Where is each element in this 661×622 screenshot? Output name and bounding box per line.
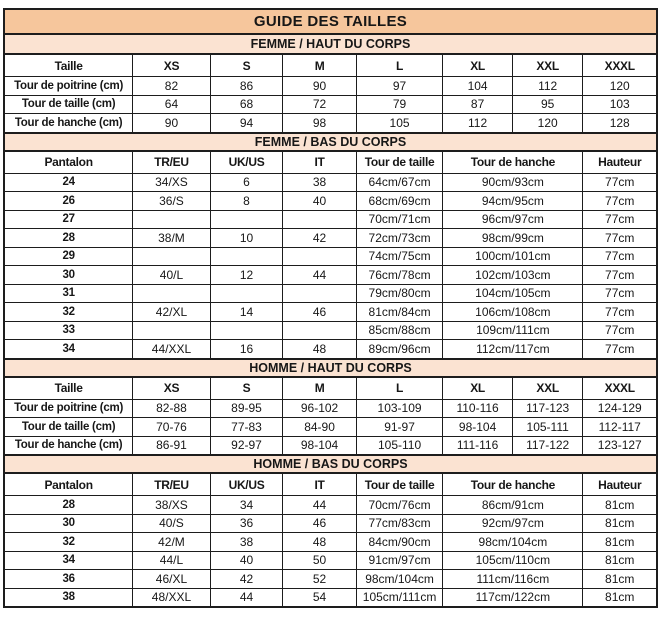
cell: 76cm/78cm	[357, 266, 443, 284]
cell: 42/XL	[133, 303, 211, 321]
table-row	[5, 570, 656, 589]
cell	[133, 322, 211, 340]
cell	[133, 285, 211, 303]
cell: 6	[211, 174, 284, 192]
cell: 48	[283, 533, 357, 551]
column-header-s: S	[211, 378, 284, 399]
cell: 104cm/105cm	[443, 285, 583, 303]
table-body	[5, 77, 656, 132]
column-header-tour-de-hanche: Tour de hanche	[443, 474, 583, 495]
column-header-tour-de-taille: Tour de taille	[357, 474, 443, 495]
section-heading-femme-bas-du-corps: FEMME / BAS DU CORPS	[5, 132, 656, 152]
cell: 34	[211, 496, 284, 514]
cell: 91-97	[357, 418, 443, 436]
cell: 64	[133, 96, 211, 114]
column-header-s: S	[211, 55, 284, 76]
row-label: Tour de poitrine (cm)	[5, 77, 133, 95]
cell: 12	[211, 266, 284, 284]
cell	[133, 248, 211, 266]
cell: 42	[211, 570, 284, 588]
cell: 98-104	[443, 418, 513, 436]
cell: 92-97	[211, 437, 284, 455]
cell: 105	[357, 114, 443, 132]
cell: 50	[283, 552, 357, 570]
row-label: 28	[5, 229, 133, 247]
column-header-xl: XL	[443, 378, 513, 399]
cell: 81cm	[605, 516, 635, 531]
cell	[283, 211, 357, 229]
cell: 120	[513, 114, 584, 132]
cell: 89-95	[211, 400, 284, 418]
table-body	[5, 174, 656, 358]
cell: 38	[211, 533, 284, 551]
cell: 81cm	[605, 571, 635, 586]
row-label: Tour de poitrine (cm)	[5, 400, 133, 418]
cell: 105cm/110cm	[443, 552, 583, 570]
cell: 91cm/97cm	[357, 552, 443, 570]
table-row	[5, 303, 656, 322]
column-header-pantalon: Pantalon	[5, 474, 133, 495]
column-header-xs: XS	[133, 378, 211, 399]
cell: 54	[283, 589, 357, 607]
table-row	[5, 340, 656, 358]
cell: 8	[211, 192, 284, 210]
row-label: 24	[5, 174, 133, 192]
cell: 87	[443, 96, 513, 114]
cell: 46/XL	[133, 570, 211, 588]
row-label: 34	[5, 340, 133, 358]
column-header-tr-eu: TR/EU	[133, 152, 211, 173]
row-label: 32	[5, 303, 133, 321]
cell: 90	[283, 77, 357, 95]
cell: 44	[283, 496, 357, 514]
cell: 103	[609, 97, 630, 112]
cell: 77cm/83cm	[357, 515, 443, 533]
cell: 40/S	[133, 515, 211, 533]
row-label: 30	[5, 266, 133, 284]
column-header-xxl: XXL	[513, 378, 584, 399]
column-header-xxxl: XXXL	[604, 58, 635, 73]
cell: 77cm	[605, 323, 635, 338]
column-header-l: L	[357, 378, 443, 399]
cell: 70cm/76cm	[357, 496, 443, 514]
cell: 117cm/122cm	[443, 589, 583, 607]
cell: 98-104	[283, 437, 357, 455]
column-header-m: M	[283, 378, 357, 399]
table-row	[5, 418, 656, 437]
cell: 14	[211, 303, 284, 321]
table-row	[5, 229, 656, 248]
cell: 44/XXL	[133, 340, 211, 358]
cell: 112	[513, 77, 584, 95]
cell: 105cm/111cm	[357, 589, 443, 607]
cell: 77cm	[605, 341, 635, 356]
cell: 102cm/103cm	[443, 266, 583, 284]
column-header-tr-eu: TR/EU	[133, 474, 211, 495]
cell: 48/XXL	[133, 589, 211, 607]
cell: 77cm	[605, 304, 635, 319]
row-label: 30	[5, 515, 133, 533]
table-body	[5, 400, 656, 455]
cell	[283, 285, 357, 303]
column-header-taille: Taille	[5, 55, 133, 76]
section-heading-homme-haut-du-corps: HOMME / HAUT DU CORPS	[5, 358, 656, 378]
cell: 84-90	[283, 418, 357, 436]
table-row	[5, 515, 656, 534]
cell: 77-83	[211, 418, 284, 436]
page-title: GUIDE DES TAILLES	[5, 10, 656, 35]
column-header-pantalon: Pantalon	[5, 152, 133, 173]
cell: 68	[211, 96, 284, 114]
cell: 77cm	[605, 286, 635, 301]
row-label: Tour de hanche (cm)	[5, 437, 133, 455]
cell: 72cm/73cm	[357, 229, 443, 247]
cell: 96cm/97cm	[443, 211, 583, 229]
column-header-xxxl: XXXL	[604, 381, 635, 395]
cell	[283, 248, 357, 266]
row-label: 31	[5, 285, 133, 303]
row-label: 32	[5, 533, 133, 551]
cell: 112	[443, 114, 513, 132]
cell: 38	[283, 174, 357, 192]
cell: 96-102	[283, 400, 357, 418]
row-label: 38	[5, 589, 133, 607]
cell: 86	[211, 77, 284, 95]
row-label: 33	[5, 322, 133, 340]
cell: 100cm/101cm	[443, 248, 583, 266]
row-label: 26	[5, 192, 133, 210]
cell: 81cm	[605, 497, 635, 512]
cell: 90	[133, 114, 211, 132]
cell: 111-116	[443, 437, 513, 455]
table-row	[5, 266, 656, 285]
cell: 98cm/99cm	[443, 229, 583, 247]
cell: 124-129	[597, 401, 642, 416]
cell: 86cm/91cm	[443, 496, 583, 514]
cell: 82	[133, 77, 211, 95]
row-label: Tour de taille (cm)	[5, 418, 133, 436]
row-label: 36	[5, 570, 133, 588]
cell: 81cm	[605, 534, 635, 549]
cell: 77cm	[605, 267, 635, 282]
cell	[211, 248, 284, 266]
cell: 72	[283, 96, 357, 114]
cell: 38/M	[133, 229, 211, 247]
cell: 36	[211, 515, 284, 533]
cell: 81cm	[605, 553, 635, 568]
column-header-uk-us: UK/US	[211, 474, 284, 495]
table-row	[5, 552, 656, 571]
cell: 79cm/80cm	[357, 285, 443, 303]
table-row	[5, 322, 656, 341]
cell: 40	[211, 552, 284, 570]
column-header-tour-de-taille: Tour de taille	[357, 152, 443, 173]
cell	[211, 322, 284, 340]
section-heading-homme-bas-du-corps: HOMME / BAS DU CORPS	[5, 454, 656, 474]
table-row	[5, 211, 656, 230]
table-header-row	[5, 378, 656, 400]
cell: 52	[283, 570, 357, 588]
cell: 98	[283, 114, 357, 132]
table-row	[5, 248, 656, 267]
cell	[283, 322, 357, 340]
cell: 109cm/111cm	[443, 322, 583, 340]
cell: 89cm/96cm	[357, 340, 443, 358]
table-row	[5, 114, 656, 132]
column-header-xl: XL	[443, 55, 513, 76]
cell: 64cm/67cm	[357, 174, 443, 192]
cell: 46	[283, 303, 357, 321]
size-guide-table	[3, 8, 658, 608]
cell: 105-111	[513, 418, 584, 436]
cell: 70cm/71cm	[357, 211, 443, 229]
column-header-it: IT	[283, 152, 357, 173]
cell: 103-109	[357, 400, 443, 418]
cell: 77cm	[605, 212, 635, 227]
table-row	[5, 77, 656, 96]
table-row	[5, 437, 656, 455]
cell: 81cm	[605, 590, 635, 605]
cell	[211, 285, 284, 303]
cell: 68cm/69cm	[357, 192, 443, 210]
table-row	[5, 589, 656, 607]
row-label: Tour de taille (cm)	[5, 96, 133, 114]
cell: 48	[283, 340, 357, 358]
column-header-uk-us: UK/US	[211, 152, 284, 173]
cell: 82-88	[133, 400, 211, 418]
table-row	[5, 192, 656, 211]
cell: 44/L	[133, 552, 211, 570]
cell: 105-110	[357, 437, 443, 455]
column-header-hauteur: Hauteur	[598, 477, 642, 492]
cell: 36/S	[133, 192, 211, 210]
column-header-l: L	[357, 55, 443, 76]
table-row	[5, 285, 656, 304]
cell: 77cm	[605, 230, 635, 245]
cell	[211, 211, 284, 229]
cell	[133, 211, 211, 229]
cell: 112-117	[598, 419, 641, 434]
cell: 95	[513, 96, 584, 114]
table-header-row	[5, 55, 656, 77]
cell: 98cm/104cm	[357, 570, 443, 588]
cell: 77cm	[605, 249, 635, 264]
cell: 42/M	[133, 533, 211, 551]
row-label: 34	[5, 552, 133, 570]
cell: 128	[609, 115, 630, 130]
cell: 44	[283, 266, 357, 284]
cell: 40/L	[133, 266, 211, 284]
row-label: 29	[5, 248, 133, 266]
table-header-row	[5, 152, 656, 174]
cell: 34/XS	[133, 174, 211, 192]
cell: 86-91	[133, 437, 211, 455]
column-header-xs: XS	[133, 55, 211, 76]
cell: 92cm/97cm	[443, 515, 583, 533]
cell: 104	[443, 77, 513, 95]
cell: 112cm/117cm	[443, 340, 583, 358]
column-header-xxl: XXL	[513, 55, 584, 76]
cell: 40	[283, 192, 357, 210]
row-label: 28	[5, 496, 133, 514]
cell: 111cm/116cm	[443, 570, 583, 588]
cell: 117-123	[513, 400, 584, 418]
cell: 81cm/84cm	[357, 303, 443, 321]
cell: 77cm	[605, 175, 635, 190]
cell: 46	[283, 515, 357, 533]
row-label: Tour de hanche (cm)	[5, 114, 133, 132]
cell: 44	[211, 589, 284, 607]
cell: 38/XS	[133, 496, 211, 514]
column-header-m: M	[283, 55, 357, 76]
cell: 90cm/93cm	[443, 174, 583, 192]
cell: 123-127	[597, 438, 642, 453]
table-sections	[5, 35, 656, 606]
cell: 106cm/108cm	[443, 303, 583, 321]
cell: 110-116	[443, 400, 513, 418]
table-body	[5, 496, 656, 606]
cell: 74cm/75cm	[357, 248, 443, 266]
cell: 97	[357, 77, 443, 95]
table-row	[5, 533, 656, 552]
cell: 98cm/104cm	[443, 533, 583, 551]
cell: 117-122	[513, 437, 584, 455]
table-row	[5, 96, 656, 115]
cell: 70-76	[133, 418, 211, 436]
cell: 10	[211, 229, 284, 247]
table-header-row	[5, 474, 656, 496]
cell: 120	[609, 78, 630, 93]
cell: 85cm/88cm	[357, 322, 443, 340]
column-header-tour-de-hanche: Tour de hanche	[443, 152, 583, 173]
column-header-taille: Taille	[5, 378, 133, 399]
cell: 77cm	[605, 193, 635, 208]
cell: 94cm/95cm	[443, 192, 583, 210]
cell: 42	[283, 229, 357, 247]
section-heading-femme-haut-du-corps: FEMME / HAUT DU CORPS	[5, 35, 656, 55]
table-row	[5, 400, 656, 419]
column-header-hauteur: Hauteur	[598, 155, 642, 169]
table-row	[5, 174, 656, 193]
cell: 94	[211, 114, 284, 132]
column-header-it: IT	[283, 474, 357, 495]
cell: 16	[211, 340, 284, 358]
table-row	[5, 496, 656, 515]
cell: 79	[357, 96, 443, 114]
row-label: 27	[5, 211, 133, 229]
cell: 84cm/90cm	[357, 533, 443, 551]
